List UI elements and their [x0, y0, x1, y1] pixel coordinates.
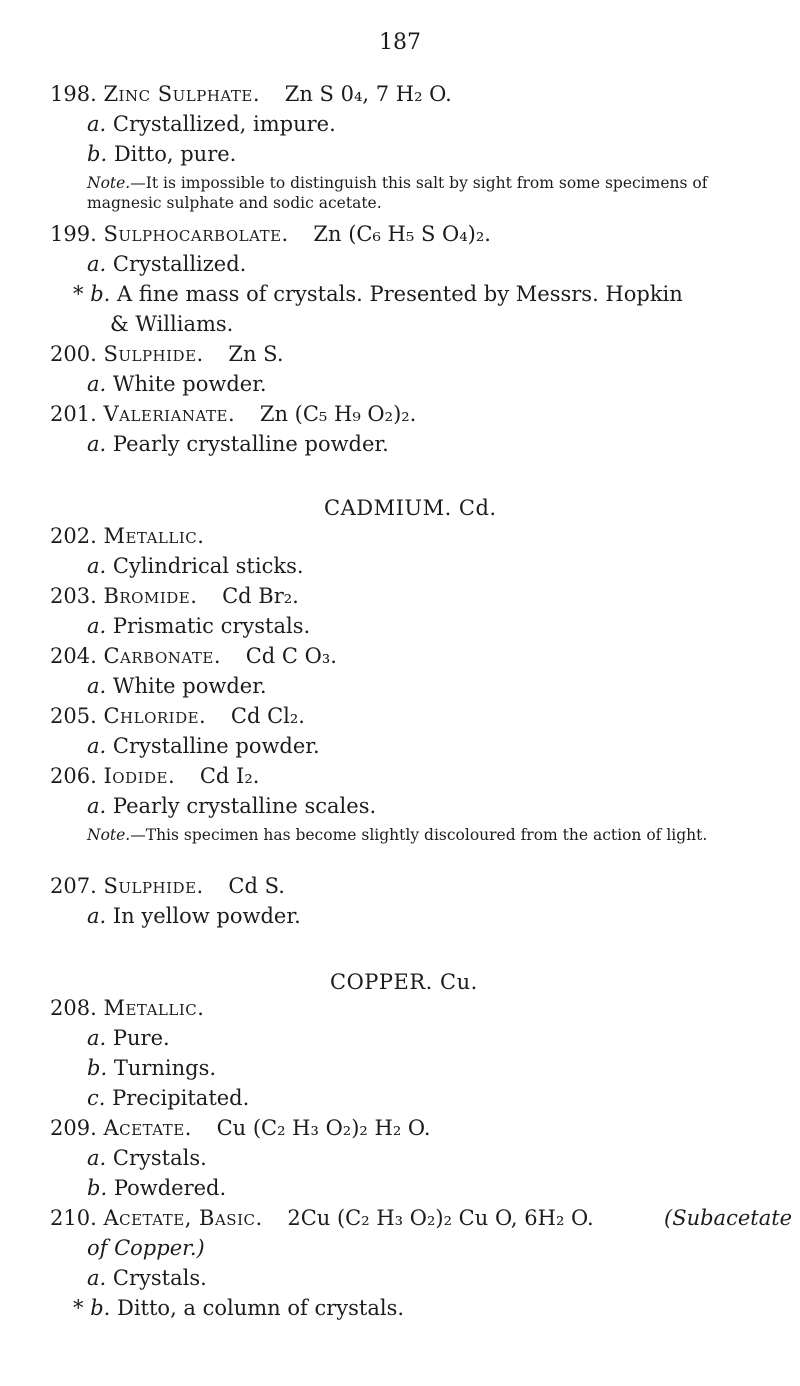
entry-formula: 2Cu (C₂ H₃ O₂)₂ Cu O, 6H₂ O. [287, 1206, 594, 1230]
item-tag: b. [90, 1296, 111, 1320]
item-tag: a. [87, 614, 107, 638]
item-tag: a. [87, 904, 107, 928]
entry-202 [50, 526, 204, 547]
note-label: Note. [87, 826, 131, 844]
entry-formula: Cd S. [228, 874, 285, 898]
item-tag: a. [87, 674, 107, 698]
entry-formula: Cd C O₃. [245, 644, 337, 668]
section-heading-copper: COPPER. Cu. [330, 970, 478, 994]
asterisk-mark: * [73, 282, 84, 306]
entry-name: Carbonate. [103, 644, 222, 668]
item-text: Pure. [112, 1026, 170, 1050]
item-tag: a. [87, 1266, 107, 1290]
item-tag: a. [87, 432, 107, 456]
entry-198 [50, 84, 452, 105]
entry-number: 206. [50, 764, 97, 788]
entry-name: Acetate. [103, 1116, 192, 1140]
entry-formula: Cu (C₂ H₃ O₂)₂ H₂ O. [216, 1116, 431, 1140]
entry-199 [50, 224, 491, 245]
entry-203-a [87, 616, 310, 637]
entry-210-aside: (Subacetate [664, 1206, 793, 1230]
entry-name: Zinc Sulphate. [103, 82, 261, 106]
entry-209 [50, 1118, 431, 1139]
entry-204 [50, 646, 337, 667]
note-text: —It is impossible to distinguish this salt by sight from some specimens of magnesic sulphate and sodic acetate. [87, 174, 708, 212]
entry-number: 201. [50, 402, 97, 426]
item-text: Powdered. [113, 1176, 227, 1200]
section-heading-cadmium: CADMIUM. Cd. [324, 496, 497, 520]
entry-200-a [87, 374, 267, 395]
entry-formula: Zn S 0₄, 7 H₂ O. [284, 82, 452, 106]
entry-209-a [87, 1148, 207, 1169]
entry-199-b [73, 284, 683, 305]
entry-200 [50, 344, 284, 365]
entry-207-a [87, 906, 301, 927]
entry-formula: Cd Br₂. [222, 584, 299, 608]
entry-number: 202. [50, 524, 97, 548]
item-text: Cylindrical sticks. [112, 554, 304, 578]
entry-name: Chloride. [103, 704, 207, 728]
entry-207 [50, 876, 285, 897]
item-tag: a. [87, 734, 107, 758]
entry-208-c [87, 1088, 249, 1109]
item-text: Crystallized, impure. [112, 112, 336, 136]
entry-formula: Cd I₂. [199, 764, 260, 788]
entry-formula: Cd Cl₂. [230, 704, 305, 728]
entry-name: Sulphocarbolate. [103, 222, 289, 246]
item-text: White powder. [112, 372, 267, 396]
entry-201 [50, 404, 416, 425]
note-text: —This specimen has become slightly discoloured from the action of light. [130, 826, 708, 844]
entry-number: 199. [50, 222, 97, 246]
item-tag: a. [87, 1146, 107, 1170]
entry-206-a [87, 796, 376, 817]
entry-name: Metallic. [103, 524, 205, 548]
entry-210 [50, 1208, 594, 1229]
item-text: Prismatic crystals. [112, 614, 311, 638]
item-tag: c. [87, 1086, 106, 1110]
item-tag: b. [87, 142, 108, 166]
entry-208-b [87, 1058, 216, 1079]
note-206 [87, 825, 767, 845]
note-198 [87, 173, 767, 213]
item-tag: a. [87, 1026, 107, 1050]
entry-210-a [87, 1268, 207, 1289]
item-text: Ditto, pure. [113, 142, 237, 166]
entry-number: 208. [50, 996, 97, 1020]
entry-206 [50, 766, 259, 787]
item-text: Crystals. [112, 1146, 207, 1170]
entry-208 [50, 998, 204, 1019]
asterisk-mark: * [73, 1296, 84, 1320]
item-tag: a. [87, 372, 107, 396]
entry-199-a [87, 254, 246, 275]
entry-number: 209. [50, 1116, 97, 1140]
entry-205-a [87, 736, 320, 757]
entry-name: Bromide. [103, 584, 198, 608]
entry-formula: Zn S. [228, 342, 284, 366]
entry-number: 207. [50, 874, 97, 898]
entry-198-a [87, 114, 336, 135]
entry-201-a [87, 434, 389, 455]
item-text: Crystallized. [112, 252, 247, 276]
entry-203 [50, 586, 299, 607]
entry-number: 198. [50, 82, 97, 106]
item-text: Pearly crystalline powder. [112, 432, 389, 456]
item-text: Crystals. [112, 1266, 207, 1290]
page-number: 187 [379, 30, 421, 55]
entry-number: 204. [50, 644, 97, 668]
item-text: Precipitated. [112, 1086, 250, 1110]
entry-number: 200. [50, 342, 97, 366]
entry-name: Sulphide. [103, 342, 204, 366]
item-text: White powder. [112, 674, 267, 698]
entry-199-b-cont [110, 314, 233, 335]
entry-210-b [73, 1298, 404, 1319]
item-tag: a. [87, 112, 107, 136]
entry-formula: Zn (C₅ H₉ O₂)₂. [259, 402, 417, 426]
item-tag: b. [90, 282, 111, 306]
entry-number: 205. [50, 704, 97, 728]
entry-209-b [87, 1178, 226, 1199]
item-text: A fine mass of crystals. Presented by Messrs. Hopkin [117, 282, 683, 306]
entry-name: Acetate, Basic. [103, 1206, 263, 1230]
entry-210-cont: of Copper.) [87, 1236, 205, 1260]
entry-202-a [87, 556, 304, 577]
item-tag: b. [87, 1176, 108, 1200]
entry-name: Metallic. [103, 996, 205, 1020]
entry-number: 203. [50, 584, 97, 608]
entry-name: Iodide. [103, 764, 176, 788]
item-tag: a. [87, 554, 107, 578]
item-text: & Williams. [110, 312, 234, 336]
entry-208-a [87, 1028, 170, 1049]
item-text: Ditto, a column of crystals. [117, 1296, 405, 1320]
item-tag: b. [87, 1056, 108, 1080]
entry-198-b [87, 144, 236, 165]
entry-number: 210. [50, 1206, 97, 1230]
item-text: Crystalline powder. [112, 734, 320, 758]
entry-205 [50, 706, 305, 727]
entry-204-a [87, 676, 267, 697]
entry-name: Sulphide. [103, 874, 204, 898]
note-label: Note. [87, 174, 131, 192]
item-tag: a. [87, 252, 107, 276]
item-tag: a. [87, 794, 107, 818]
item-text: Turnings. [113, 1056, 217, 1080]
entry-formula: Zn (C₆ H₅ S O₄)₂. [313, 222, 491, 246]
item-text: In yellow powder. [112, 904, 301, 928]
item-text: Pearly crystalline scales. [112, 794, 377, 818]
entry-name: Valerianate. [103, 402, 236, 426]
